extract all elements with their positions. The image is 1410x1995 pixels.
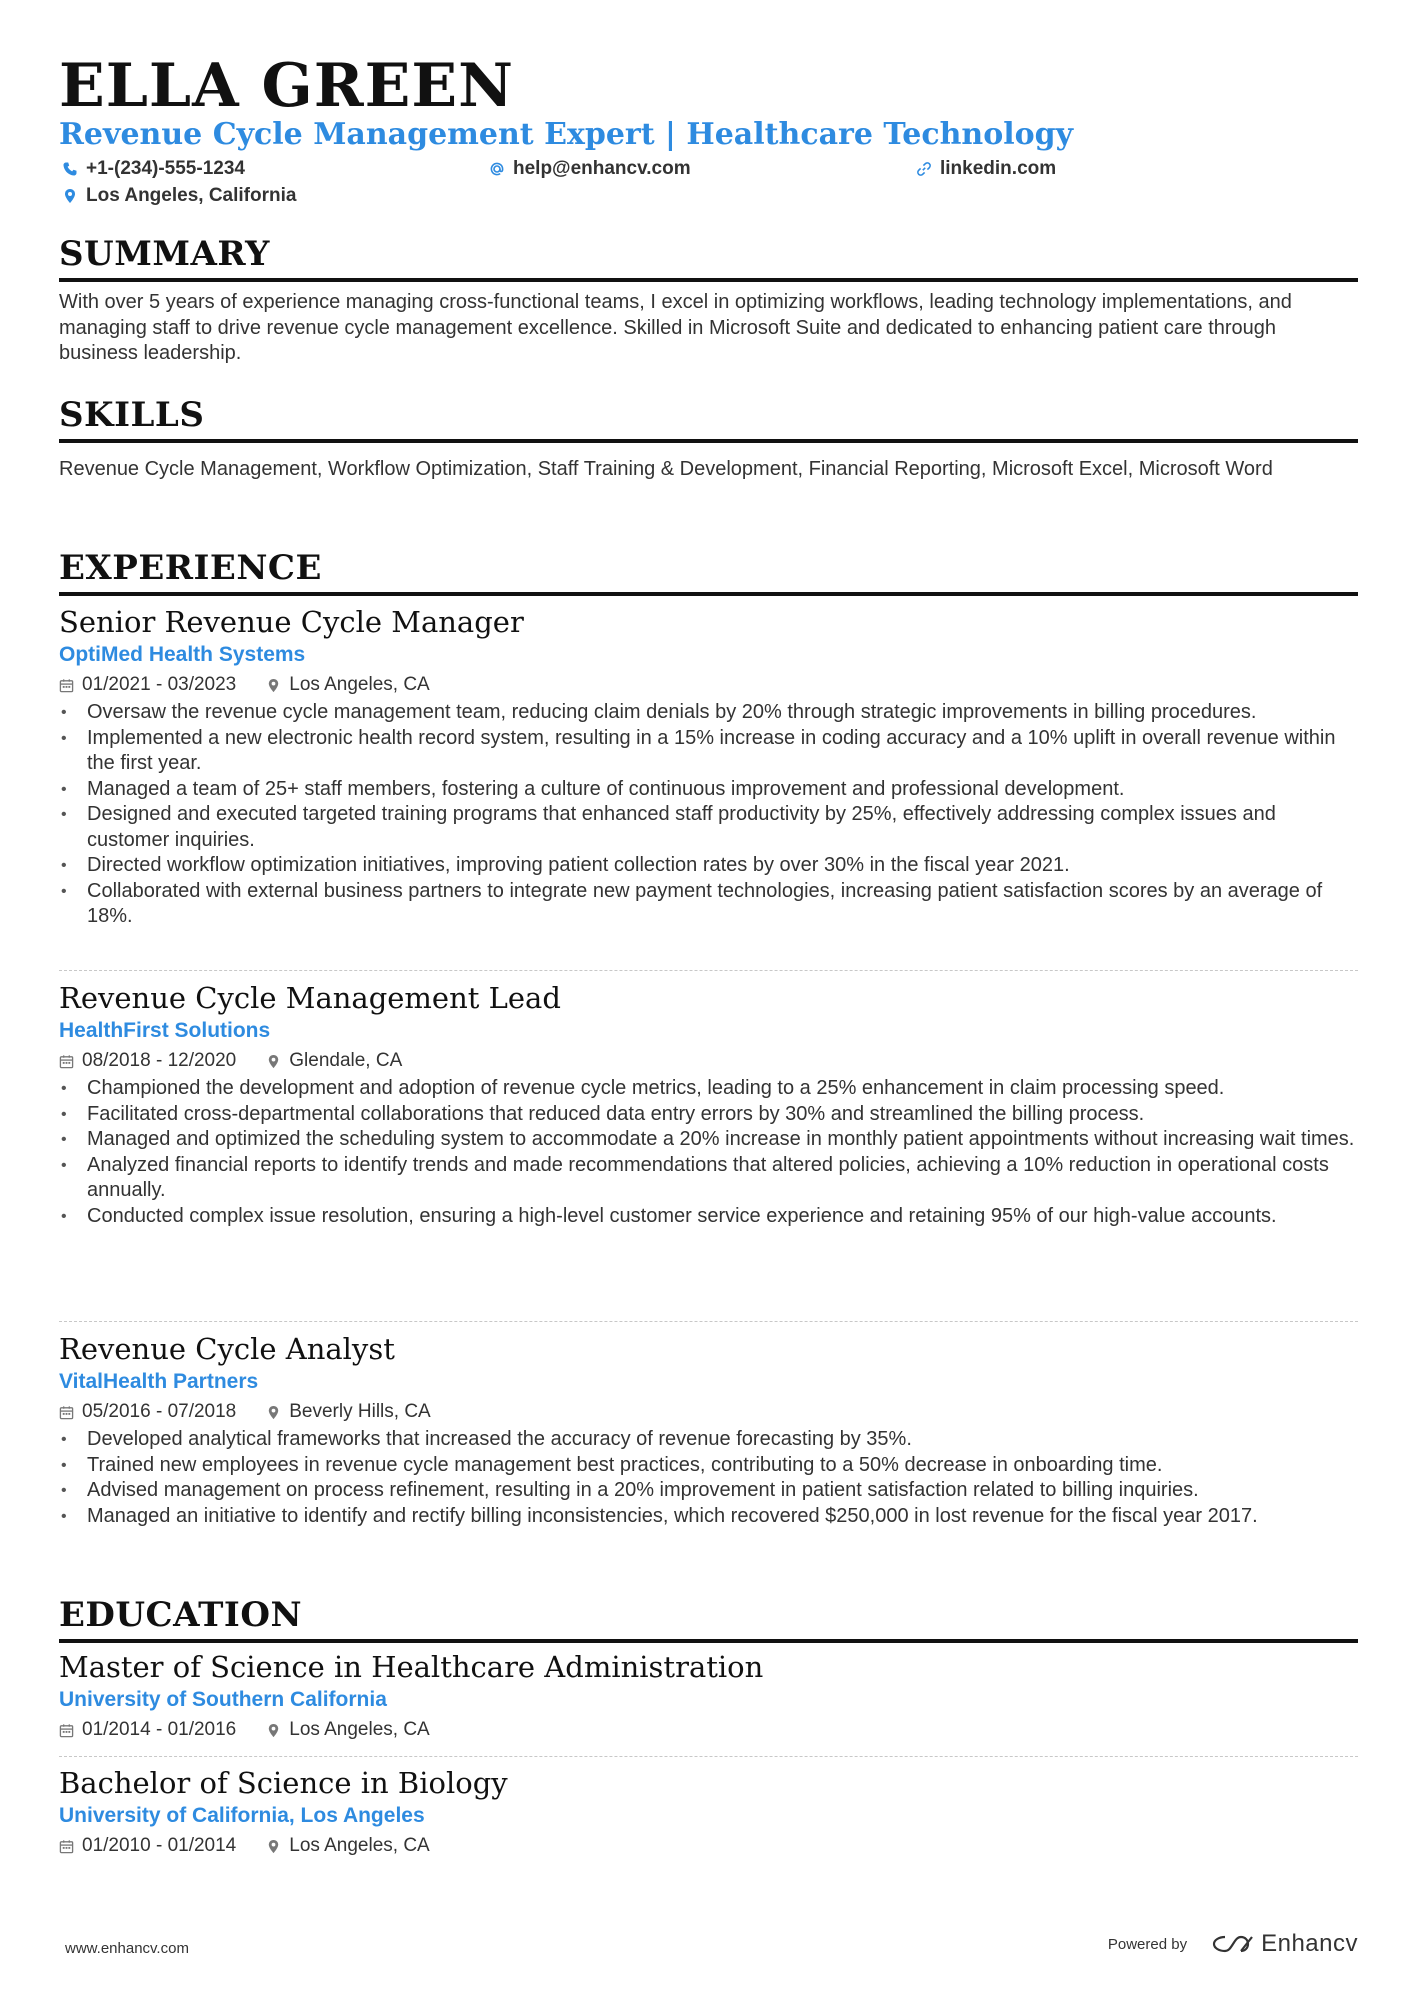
bullet-item: • Managed and optimized the scheduling system to accommodate a 20% increase in monthly patient appointments without increasing wait times. — [59, 1127, 1358, 1153]
link-icon — [916, 161, 932, 177]
education-meta — [59, 1716, 1358, 1744]
enhancv-logo-text: Enhancv — [1261, 1930, 1358, 1957]
school-name[interactable]: University of Southern California — [59, 1688, 387, 1711]
map-pin-icon — [266, 678, 281, 693]
bullet-item: • Trained new employees in revenue cycle management best practices, contributing to a 50% decrease in onboarding time. — [59, 1453, 1358, 1479]
bullet-item: • Championed the development and adoption of revenue cycle metrics, leading to a 25% enhancement in claim processing speed. — [59, 1076, 1358, 1102]
summary-text: With over 5 years of experience managing cross-functional teams, I excel in optimizing workflows, leading technology implementations, and managing staff to drive revenue cycle management excellence. Skilled in Microsoft Suite and dedicated to enhancing patient care through business leadership. — [59, 291, 1292, 364]
skills-text: Revenue Cycle Management, Workflow Optimization, Staff Training & Development, Financial Reporting, Microsoft Excel, Microsoft Word — [59, 458, 1273, 480]
job-dates: 05/2016 - 07/2018 — [82, 1401, 237, 1422]
job-title: Revenue Cycle Management Lead — [59, 981, 561, 1015]
job-meta — [59, 1398, 1358, 1426]
footer-branding — [1108, 1930, 1358, 1958]
bullet-item: • Implemented a new electronic health record system, resulting in a 15% increase in coding accuracy and a 10% uplift in overall revenue within the first year. — [59, 726, 1358, 777]
contact-linkedin[interactable] — [916, 158, 1056, 180]
linkedin-text: linkedin.com — [940, 158, 1057, 179]
contact-phone[interactable] — [62, 158, 245, 180]
calendar-icon — [59, 1723, 74, 1738]
calendar-icon — [59, 1405, 74, 1420]
degree-title: Master of Science in Healthcare Administration — [59, 1650, 764, 1684]
job-bullets — [59, 1427, 1358, 1529]
powered-by-label: Powered by — [1107, 1935, 1188, 1953]
education-dates: 01/2010 - 01/2014 — [82, 1835, 237, 1856]
bullet-item: • Managed a team of 25+ staff members, fostering a culture of continuous improvement and professional development. — [59, 777, 1358, 803]
company-name[interactable]: HealthFirst Solutions — [59, 1019, 271, 1042]
summary-heading: SUMMARY — [59, 232, 1358, 282]
calendar-icon — [59, 1054, 74, 1069]
bullet-item: • Analyzed financial reports to identify trends and made recommendations that altered policies, achieving a 10% reduction in operational costs annually. — [59, 1153, 1358, 1204]
skills-heading: SKILLS — [59, 393, 1358, 443]
section-divider — [59, 970, 1358, 971]
job-bullets — [59, 1076, 1358, 1229]
experience-item — [59, 603, 1358, 930]
bullet-item: • Managed an initiative to identify and rectify billing inconsistencies, which recovered $250,000 in lost revenue for the fiscal year 2017. — [59, 1504, 1358, 1530]
calendar-icon — [59, 678, 74, 693]
enhancv-logo[interactable] — [1211, 1930, 1358, 1958]
enhancv-logo-icon — [1211, 1932, 1255, 1956]
education-location: Los Angeles, CA — [289, 1719, 430, 1740]
bullet-item: • Advised management on process refinement, resulting in a 20% improvement in patient satisfaction related to billing inquiries. — [59, 1478, 1358, 1504]
company-name[interactable]: OptiMed Health Systems — [59, 643, 306, 666]
school-name[interactable]: University of California, Los Angeles — [59, 1804, 425, 1827]
job-location: Glendale, CA — [289, 1050, 403, 1071]
map-pin-icon — [266, 1054, 281, 1069]
job-meta — [59, 1047, 1358, 1075]
degree-title: Bachelor of Science in Biology — [59, 1766, 508, 1800]
education-dates: 01/2014 - 01/2016 — [82, 1719, 237, 1740]
job-dates: 01/2021 - 03/2023 — [82, 674, 237, 695]
bullet-item: • Directed workflow optimization initiatives, improving patient collection rates by over 30% in the fiscal year 2021. — [59, 853, 1358, 879]
education-item — [59, 1648, 1358, 1744]
map-pin-icon — [266, 1839, 281, 1854]
phone-text: +1-(234)-555-1234 — [86, 158, 245, 179]
job-bullets — [59, 700, 1358, 930]
experience-item — [59, 979, 1358, 1229]
footer-website[interactable]: www.enhancv.com — [65, 1940, 189, 1957]
contact-email[interactable] — [489, 158, 691, 180]
map-pin-icon — [62, 188, 78, 204]
education-heading: EDUCATION — [59, 1593, 1358, 1643]
bullet-item: • Conducted complex issue resolution, ensuring a high-level customer service experience and retaining 95% of our high-value accounts. — [59, 1204, 1358, 1230]
job-location: Los Angeles, CA — [289, 674, 430, 695]
map-pin-icon — [266, 1723, 281, 1738]
section-divider — [59, 1756, 1358, 1757]
bullet-item: • Designed and executed targeted training programs that enhanced staff productivity by 25%, effectively addressing complex issues and customer inquiries. — [59, 802, 1358, 853]
experience-heading: EXPERIENCE — [59, 546, 1358, 596]
candidate-headline: Revenue Cycle Management Expert | Healthcare Technology — [59, 117, 1074, 152]
email-text: help@enhancv.com — [513, 158, 691, 179]
map-pin-icon — [266, 1405, 281, 1420]
location-text: Los Angeles, California — [86, 185, 297, 206]
job-location: Beverly Hills, CA — [289, 1401, 431, 1422]
job-title: Revenue Cycle Analyst — [59, 1332, 395, 1366]
bullet-item: • Facilitated cross-departmental collaborations that reduced data entry errors by 30% and streamlined the billing process. — [59, 1102, 1358, 1128]
job-meta — [59, 671, 1358, 699]
experience-item — [59, 1330, 1358, 1529]
phone-icon — [62, 161, 78, 177]
contact-location — [62, 185, 296, 207]
resume-page — [59, 0, 1358, 1995]
education-location: Los Angeles, CA — [289, 1835, 430, 1856]
company-name[interactable]: VitalHealth Partners — [59, 1370, 259, 1393]
bullet-item: • Developed analytical frameworks that increased the accuracy of revenue forecasting by 35%. — [59, 1427, 1358, 1453]
job-dates: 08/2018 - 12/2020 — [82, 1050, 237, 1071]
education-item — [59, 1764, 1358, 1860]
at-icon — [489, 161, 505, 177]
section-divider — [59, 1321, 1358, 1322]
job-title: Senior Revenue Cycle Manager — [59, 605, 524, 639]
education-meta — [59, 1832, 1358, 1860]
bullet-item: • Oversaw the revenue cycle management team, reducing claim denials by 20% through strategic improvements in billing procedures. — [59, 700, 1358, 726]
bullet-item: • Collaborated with external business partners to integrate new payment technologies, increasing patient satisfaction scores by an average of 18%. — [59, 879, 1358, 930]
calendar-icon — [59, 1839, 74, 1854]
candidate-name: ELLA GREEN — [59, 51, 514, 121]
